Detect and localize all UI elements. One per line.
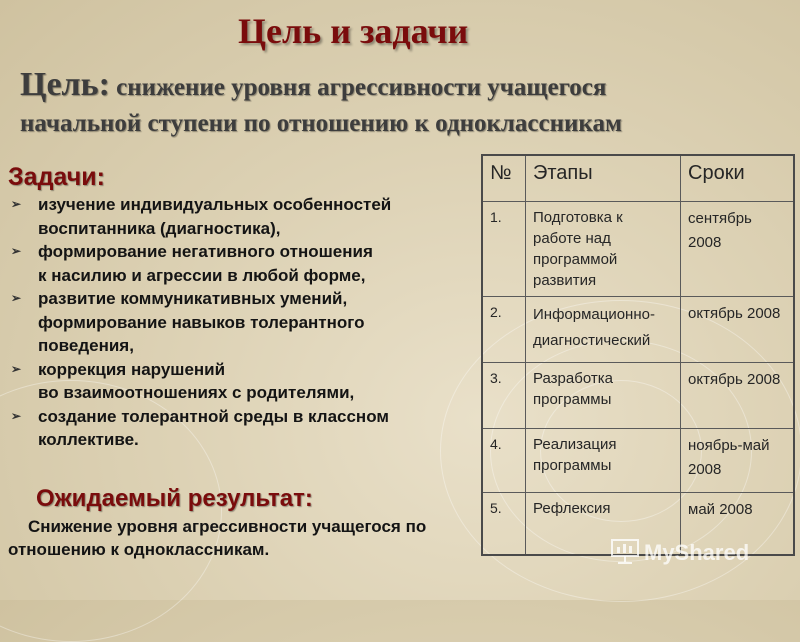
task-line: поведения, [38,336,134,355]
table-row [482,363,794,429]
table-row [482,202,794,297]
arrow-bullet-icon: ➢ [11,291,22,305]
row-term: сентябрь 2008 [681,202,795,297]
column-header-stages: Этапы [526,155,681,202]
table-row [482,297,794,363]
stages-table [481,154,795,556]
presentation-board-icon [610,538,640,570]
task-line: развитие коммуникативных умений, [38,289,348,308]
task-line: коллективе. [38,430,139,449]
task-line: формирование негативного отношения [38,242,373,261]
goal-text-1: снижение уровня агрессивности учащегося [116,74,607,101]
task-line: изучение индивидуальных особенностей [38,195,392,214]
goal-line-1 [20,66,606,104]
task-item [8,358,478,405]
column-header-terms: Сроки [681,155,795,202]
row-stage-text: Информационно-диагностический [533,306,655,349]
task-item [8,240,478,287]
row-stage: Подготовка к работе над программой развития [526,202,681,297]
column-header-number: № [482,155,526,202]
task-line: создание толерантной среды в классном [38,406,389,426]
arrow-bullet-icon: ➢ [11,408,22,423]
row-term: ноябрь-май 2008 [681,429,795,493]
task-line: воспитанника (диагностика), [38,218,281,238]
goal-text-2: начальной ступени по отношению к одноклассникам [20,110,622,137]
watermark [610,538,749,570]
goal-label: Цель: [20,66,110,103]
task-item [8,405,478,452]
result-heading: Ожидаемый результат: [36,485,313,512]
tasks-heading: Задачи: [8,163,105,191]
tasks-list [8,193,478,452]
row-stage: Рефлексия [526,493,681,556]
row-stage [526,297,681,363]
task-line: коррекция нарушений [38,359,226,379]
row-stage: Разработка программы [526,363,681,429]
task-line: во взаимоотношениях с родителями, [38,383,355,402]
table-header-row [482,155,794,202]
arrow-bullet-icon: ➢ [11,244,22,258]
row-number: 2. [482,297,526,363]
arrow-bullet-icon: ➢ [11,361,22,376]
row-term: май 2008 [681,493,795,556]
watermark-text: MyShared [644,539,750,565]
row-number: 1. [482,202,526,297]
row-term: октябрь 2008 [681,297,795,363]
result-text: Снижение уровня агрессивности учащегося по отношению к одноклассникам. [8,517,427,559]
task-line: к насилию и агрессии в любой форме, [38,265,366,285]
table-row [482,429,794,493]
row-number: 3. [482,363,526,429]
task-item [8,193,478,240]
task-line: формирование навыков толерантного [38,312,365,332]
row-number: 5. [482,493,526,556]
row-stage: Реализация программы [526,429,681,493]
task-item [8,287,478,358]
arrow-bullet-icon: ➢ [11,197,22,211]
row-term: октябрь 2008 [681,363,795,429]
row-number: 4. [482,429,526,493]
slide-title: Цель и задачи [238,11,469,51]
